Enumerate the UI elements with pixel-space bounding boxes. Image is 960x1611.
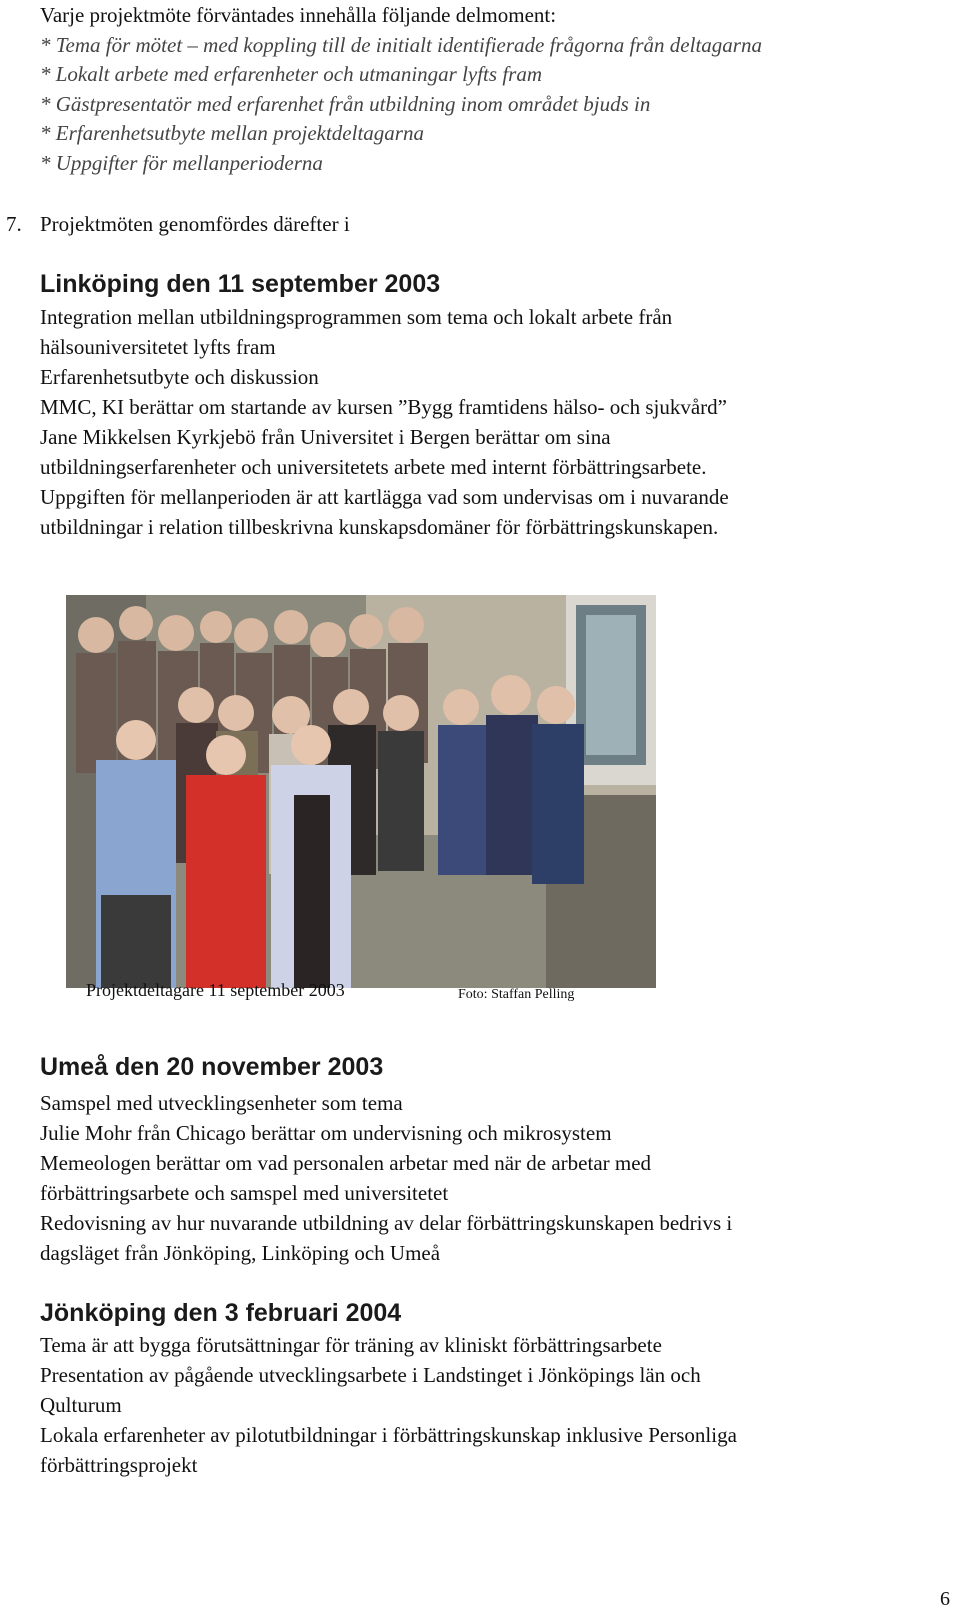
section-line: hälsouniversitetet lyfts fram (40, 335, 276, 359)
section-heading-jonkoping: Jönköping den 3 februari 2004 (40, 1299, 402, 1327)
section-line: förbättringsprojekt (40, 1453, 198, 1477)
group-photo (66, 595, 656, 988)
intro-item: * Gästpresentatör med erfarenhet från utbildning inom området bjuds in (40, 92, 651, 116)
section-line: Memeologen berättar om vad personalen arbetar med när de arbetar med (40, 1151, 652, 1175)
section-heading-umea: Umeå den 20 november 2003 (40, 1053, 384, 1081)
group-photo-illustration (66, 595, 656, 988)
intro-item: * Lokalt arbete med erfarenheter och utmaningar lyfts fram (40, 62, 542, 86)
section-line: MMC, KI berättar om startande av kursen ”Bygg framtidens hälso- och sjukvård” (40, 395, 727, 419)
section-line: Tema är att bygga förutsättningar för träning av kliniskt förbättringsarbete (40, 1333, 662, 1357)
section-line: Uppgiften för mellanperioden är att kartlägga vad som undervisas om i nuvarande (40, 485, 729, 509)
section-line: Jane Mikkelsen Kyrkjebö från Universitet i Bergen berättar om sina (40, 425, 611, 449)
intro-lead: Varje projektmöte förväntades innehålla följande delmoment: (40, 3, 557, 27)
section-heading-linkoping: Linköping den 11 september 2003 (40, 270, 441, 298)
section-line: förbättringsarbete och samspel med universitetet (40, 1181, 449, 1205)
section-line: Qulturum (40, 1393, 122, 1417)
photo-caption: Projektdeltagare 11 september 2003 (86, 980, 345, 1000)
photo-credit: Foto: Staffan Pelling (458, 987, 575, 1002)
section-line: Samspel med utvecklingsenheter som tema (40, 1091, 403, 1115)
section-line: Presentation av pågående utvecklingsarbete i Landstinget i Jönköpings län och (40, 1363, 701, 1387)
intro-item: * Tema för mötet – med koppling till de initialt identifierade frågorna från deltagarna (40, 33, 762, 57)
section-line: Julie Mohr från Chicago berättar om undervisning och mikrosystem (40, 1121, 612, 1145)
page-number: 6 (940, 1588, 950, 1610)
section-line: Erfarenhetsutbyte och diskussion (40, 365, 319, 389)
intro-item: * Erfarenhetsutbyte mellan projektdeltagarna (40, 121, 424, 145)
section-line: dagsläget från Jönköping, Linköping och Umeå (40, 1241, 441, 1265)
list-number: 7. (6, 212, 22, 236)
section-line: utbildningserfarenheter och universitetets arbete med internt förbättringsarbete. (40, 455, 707, 479)
intro-item: * Uppgifter för mellanperioderna (40, 151, 323, 175)
section-line: Lokala erfarenheter av pilotutbildningar i förbättringskunskap inklusive Personliga (40, 1423, 737, 1447)
section-line: Redovisning av hur nuvarande utbildning av delar förbättringskunskapen bedrivs i (40, 1211, 733, 1235)
section-line: utbildningar i relation tillbeskrivna kunskapsdomäner för förbättringskunskapen. (40, 515, 719, 539)
section-line: Integration mellan utbildningsprogrammen som tema och lokalt arbete från (40, 305, 673, 329)
numbered-item-text: Projektmöten genomfördes därefter i (40, 212, 350, 236)
